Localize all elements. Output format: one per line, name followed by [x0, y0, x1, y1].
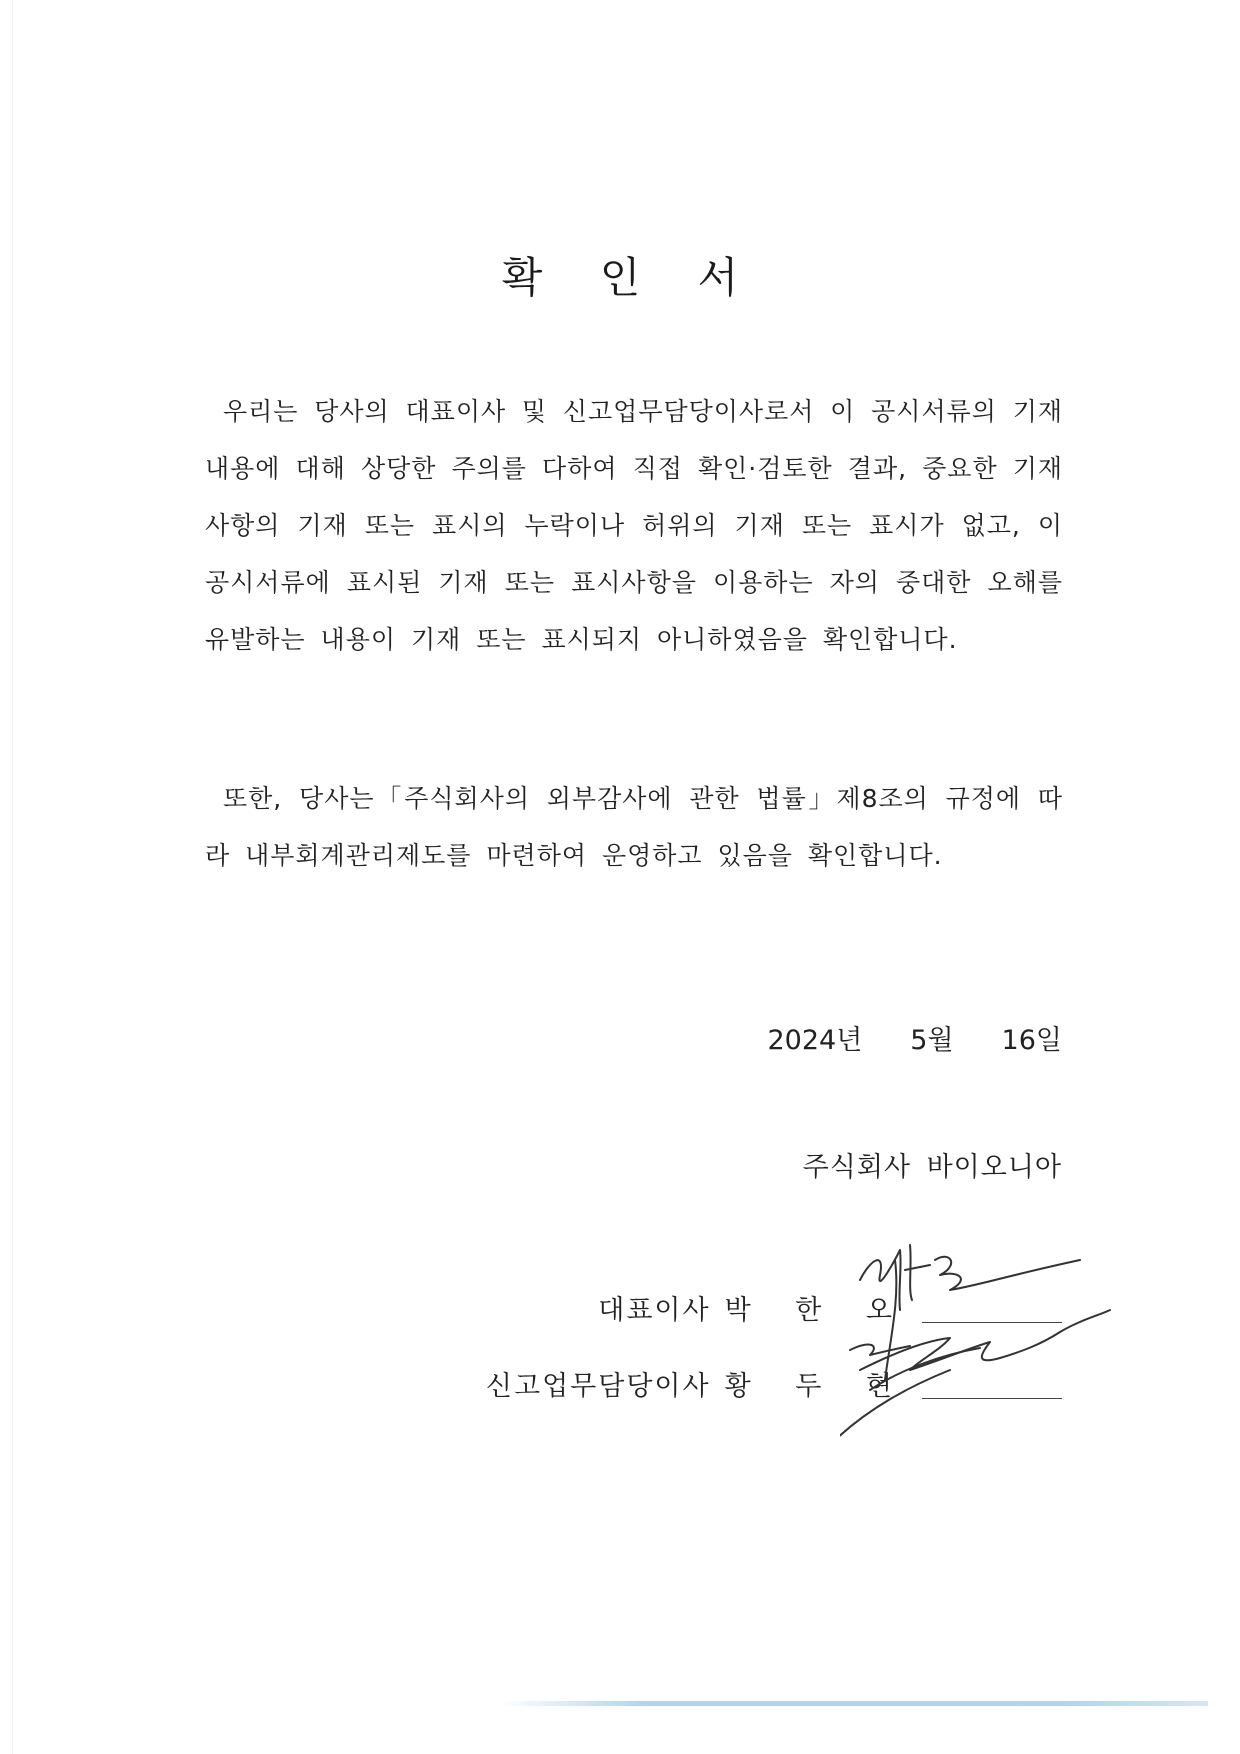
- signature-ceo-stroke: [860, 1250, 901, 1310]
- handwritten-signatures: [840, 1220, 1200, 1440]
- company-name: 주식회사 바이오니아: [802, 1152, 1062, 1183]
- document-title: 확 인 서: [501, 253, 761, 302]
- signature-officer-stroke: [850, 1345, 910, 1355]
- signature-ceo-stroke: [935, 1257, 1080, 1290]
- signature-ceo-stroke: [905, 1245, 930, 1300]
- signature-officer-stroke: [840, 1370, 950, 1440]
- signer-name: 황 두 현: [724, 1371, 910, 1402]
- signer-role: 신고업무담당이사: [485, 1371, 711, 1402]
- date-day: 16일: [1001, 1025, 1062, 1056]
- signer-name: 박 한 오: [724, 1295, 910, 1326]
- confirmation-paragraph: [205, 383, 1063, 668]
- scan-artifact-line: [500, 1701, 1208, 1706]
- paragraph2-text: 또한, 당사는「주식회사의 외부감사에 관한 법률」제8조의 규정에 따라 내부회계관리제도를 마련하여 운영하고 있음을 확인합니다.: [205, 784, 1063, 870]
- signature-officer-stroke: [860, 1310, 1110, 1370]
- signature-ceo-stroke: [885, 1260, 896, 1380]
- signer-role: 대표이사: [598, 1295, 711, 1326]
- document-date: [767, 1018, 1062, 1057]
- internal-control-paragraph: [205, 770, 1063, 884]
- date-month: 5월: [910, 1025, 954, 1056]
- paragraph1-text: 우리는 당사의 대표이사 및 신고업무담당이사로서 이 공시서류의 기재 내용에 대해 상당한 주의를 다하여 직접 확인·검토한 결과, 중요한 기재사항의 기재 또는 표시의 누락이나 허위의 기재 또는 표시가 없고, 이 공시서류에 표시된 기재 또는 표시사항을 이용하는 자의 중대한 오해를 유발하는 내용이 기재 또는 표시되지 아니하였음을 확인합니다.: [205, 397, 1063, 654]
- date-year: 2024년: [767, 1025, 863, 1056]
